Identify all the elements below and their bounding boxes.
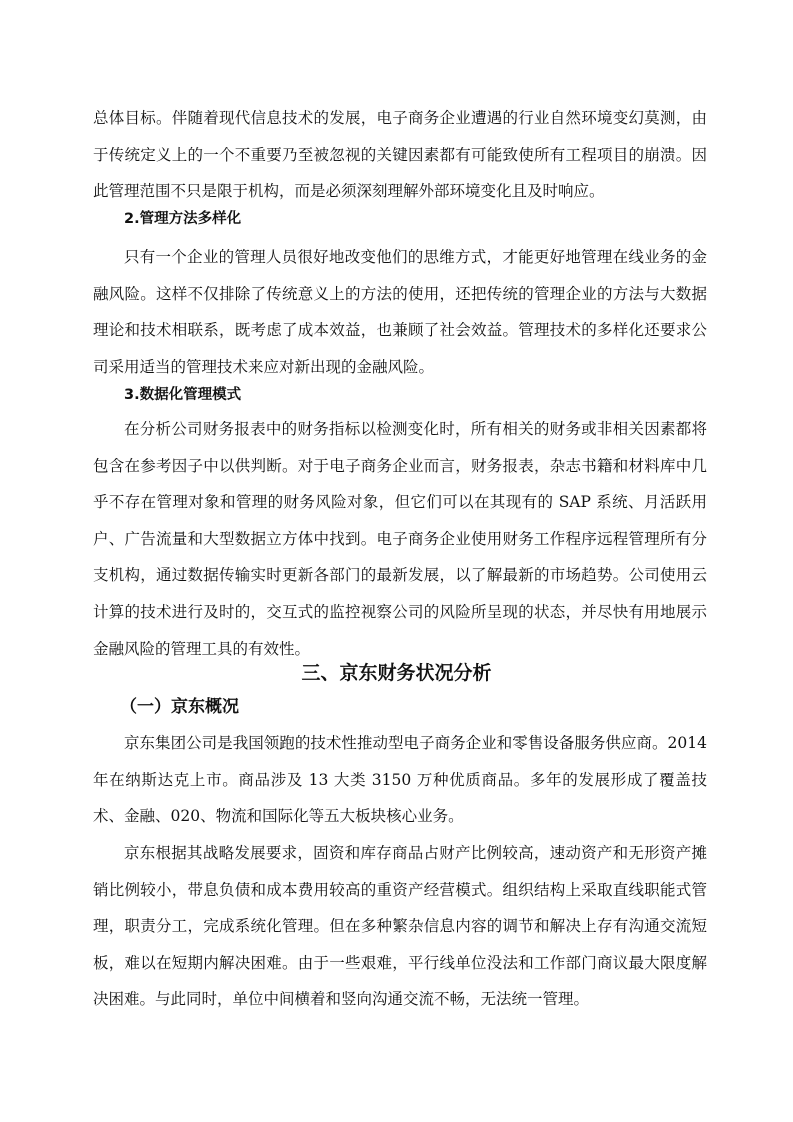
paragraph-management-methods: 只有一个企业的管理人员很好地改变他们的思维方式，才能更好地管理在线业务的金融风险。这样不仅排除了传统意义上的方法的使用，还把传统的管理企业的方法与大数据理论和技术相联系，既考虑了成本效益，也兼顾了社会效益。管理技术的多样化还要求公司采用适当的管理技术来应对新出现的金融风险。 bbox=[93, 248, 707, 376]
paragraph-data-management: 在分析公司财务报表中的财务指标以检测变化时，所有相关的财务或非相关因素都将包含在参考因子中以供判断。对于电子商务企业而言，财务报表，杂志书籍和材料库中几乎不存在管理对象和管理的财务风险对象，但它们可以在其现有的 SAP 系统、月活跃用户、广告流量和大型数据立方体中找到。电子商务企业使用财务工作程序远程管理所有分支机构，通过数据传输实时更新各部门的最新发展，以了解最新的市场趋势。公司使用云计算的技术进行及时的，交互式的监控视察公司的风险所呈现的状态，并尽快有用地展示金融风险的管理工具的有效性。 bbox=[93, 420, 707, 658]
heading-data-management-mode: 3.数据化管理模式 bbox=[124, 387, 242, 403]
paragraph-overall-goal: 总体目标。伴随着现代信息技术的发展，电子商务企业遭遇的行业自然环境变幻莫测，由于传统定义上的一个不重要乃至被忽视的关键因素都有可能致使所有工程项目的崩溃。因此管理范围不只是限于机构，而是必须深刻理解外部环境变化且及时响应。 bbox=[93, 109, 707, 201]
paragraph-jd-overview: 京东集团公司是我国领跑的技术性推动型电子商务企业和零售设备服务供应商。2014 年在纳斯达克上市。商品涉及 13 大类 3150 万种优质商品。多年的发展形成了覆盖技术、金融、020、物流和国际化等五大板块核心业务。 bbox=[93, 734, 707, 826]
subsection-title-jd-overview: （一）京东概况 bbox=[120, 697, 239, 717]
paragraph-jd-operating-model: 京东根据其战略发展要求，固资和库存商品占财产比例较高，速动资产和无形资产摊销比例较小，带息负债和成本费用较高的重资产经营模式。组织结构上采取直线职能式管理，职责分工，完成系统化管理。但在多种繁杂信息内容的调节和解决上存有沟通交流短板，难以在短期内解决困难。由于一些艰难，平行线单位没法和工作部门商议最大限度解决困难。与此同时，单位中间横着和竖向沟通交流不畅，无法统一管理。 bbox=[93, 844, 707, 1009]
heading-management-diversification: 2.管理方法多样化 bbox=[124, 211, 242, 227]
section-title-jd-financial-analysis: 三、京东财务状况分析 bbox=[301, 662, 492, 684]
